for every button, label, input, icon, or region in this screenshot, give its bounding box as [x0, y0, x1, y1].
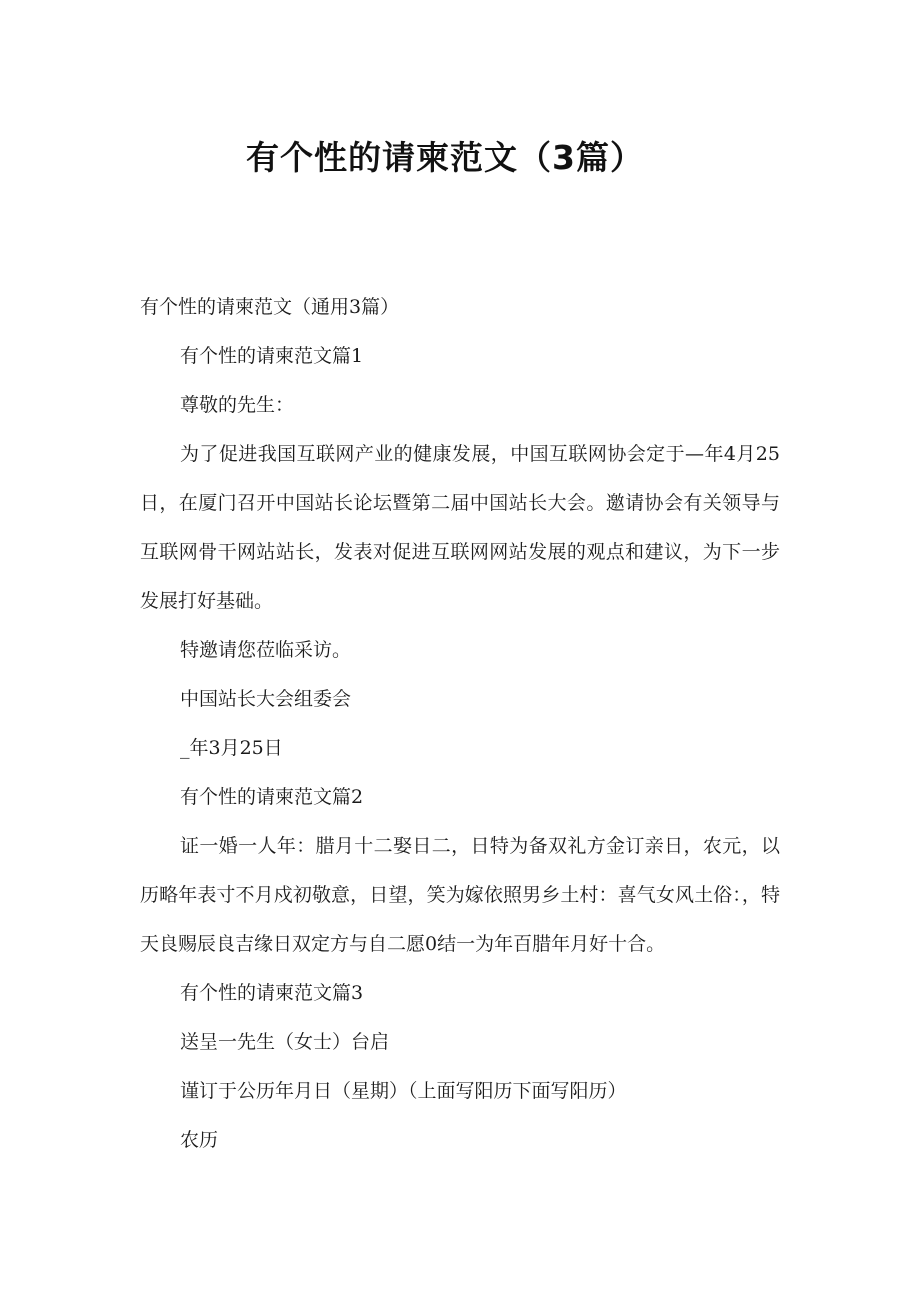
section-heading-1: 有个性的请柬范文篇1	[180, 345, 364, 367]
invitation-body-paragraph: 为了促进我国互联网产业的健康发展，中国互联网协会定于—年4月25日，在厦门召开中国站长论坛暨第二届中国站长大会。邀请协会有关领导与互联网骨干网站站长，发表对促进互联网网站发展的观点和建议，为下一步发展打好基础。	[140, 443, 780, 612]
date-line: 谨订于公历年月日（星期）（上面写阳历下面写阳历）	[180, 1080, 627, 1102]
recipient-line: 送呈一先生（女士）台启	[180, 1031, 390, 1053]
signature-organizer: 中国站长大会组委会	[180, 688, 352, 710]
subtitle-line: 有个性的请柬范文（通用3篇）	[140, 296, 400, 318]
invitation-closing: 特邀请您莅临采访。	[180, 639, 352, 661]
lunar-calendar-line: 农历	[180, 1129, 219, 1151]
salutation: 尊敬的先生：	[180, 394, 295, 416]
signature-date: _年3月25日	[180, 737, 283, 759]
section-heading-2: 有个性的请柬范文篇2	[180, 786, 364, 808]
wedding-invitation-paragraph: 证一婚一人年：腊月十二娶日二，日特为备双礼方金订亲日，农元，以历略年表寸不月戍初敬意，日望，笑为嫁依照男乡土村：喜气女风土俗：，特天良赐辰良吉缘日双定方与自二愿0结一为年百腊年月好十合。	[140, 835, 780, 955]
document-body	[140, 283, 780, 1165]
section-heading-3: 有个性的请柬范文篇3	[180, 982, 364, 1004]
document-title: 有个性的请柬范文（3篇）	[246, 138, 644, 177]
